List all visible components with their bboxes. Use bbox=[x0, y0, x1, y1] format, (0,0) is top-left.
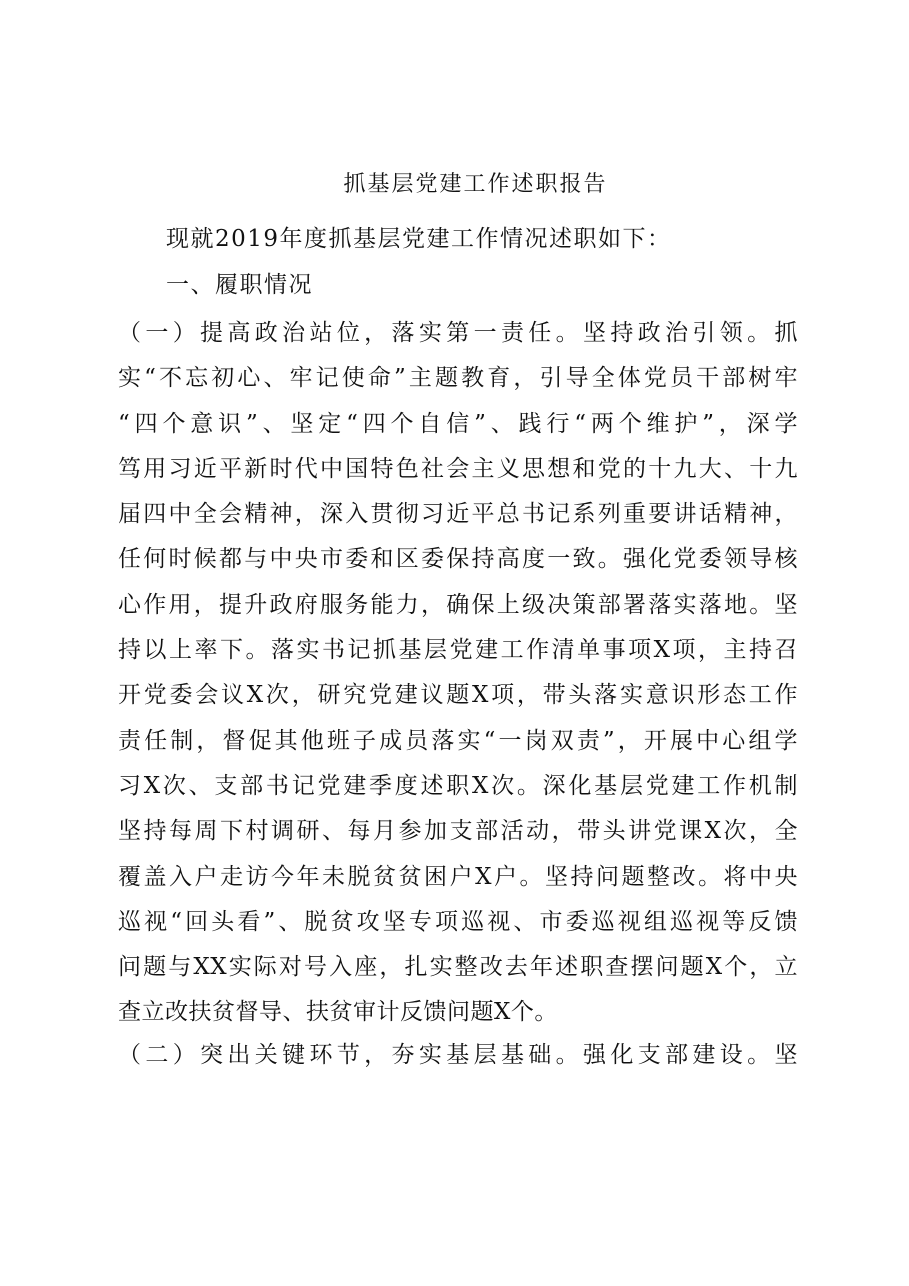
paragraph-line: 持以上率下。落实书记抓基层党建工作清单事项X项，主持召 bbox=[118, 637, 798, 664]
paragraph-1 bbox=[118, 311, 798, 1036]
paragraph-line: 笃用习近平新时代中国特色社会主义思想和党的十九大、十九 bbox=[118, 455, 798, 482]
paragraph-line: 实“不忘初心、牢记使命”主题教育，引导全体党员干部树牢 bbox=[118, 365, 798, 392]
paragraph-line: 坚持每周下村调研、每月参加支部活动，带头讲党课X次，全 bbox=[118, 818, 798, 845]
paragraph-2 bbox=[118, 1033, 798, 1078]
paragraph-line: 覆盖入户走访今年未脱贫贫困户X户。坚持问题整改。将中央 bbox=[118, 863, 798, 890]
paragraph-line: 巡视“回头看”、脱贫攻坚专项巡视、市委巡视组巡视等反馈 bbox=[118, 908, 798, 935]
paragraph-line: “四个意识”、坚定“四个自信”、践行“两个维护”，深学 bbox=[118, 410, 798, 437]
paragraph-line: 届四中全会精神，深入贯彻习近平总书记系列重要讲话精神， bbox=[118, 501, 798, 528]
section-heading: 一、履职情况 bbox=[166, 272, 313, 298]
paragraph-line: 习X次、支部书记党建季度述职X次。深化基层党建工作机制 bbox=[118, 772, 798, 799]
paragraph-line: （二）突出关键环节，夯实基层基础。强化支部建设。坚 bbox=[118, 1042, 798, 1068]
paragraph-line: 查立改扶贫督导、扶贫审计反馈问题X个。 bbox=[118, 999, 558, 1026]
paragraph-line: （一）提高政治站位，落实第一责任。坚持政治引领。抓 bbox=[118, 320, 798, 346]
paragraph-line: 心作用，提升政府服务能力，确保上级决策部署落实落地。坚 bbox=[118, 591, 798, 618]
paragraph-line: 责任制，督促其他班子成员落实“一岗双责”，开展中心组学 bbox=[118, 727, 798, 754]
paragraph-line: 问题与XX实际对号入座，扎实整改去年述职查摆问题X个，立 bbox=[118, 954, 798, 981]
paragraph-line: 开党委会议X次，研究党建议题X项，带头落实意识形态工作 bbox=[118, 682, 798, 709]
paragraph-line: 任何时候都与中央市委和区委保持高度一致。强化党委领导核 bbox=[118, 546, 798, 573]
intro-line: 现就2019年度抓基层党建工作情况述职如下： bbox=[166, 226, 672, 252]
document-title: 抓基层党建工作述职报告 bbox=[343, 172, 608, 197]
